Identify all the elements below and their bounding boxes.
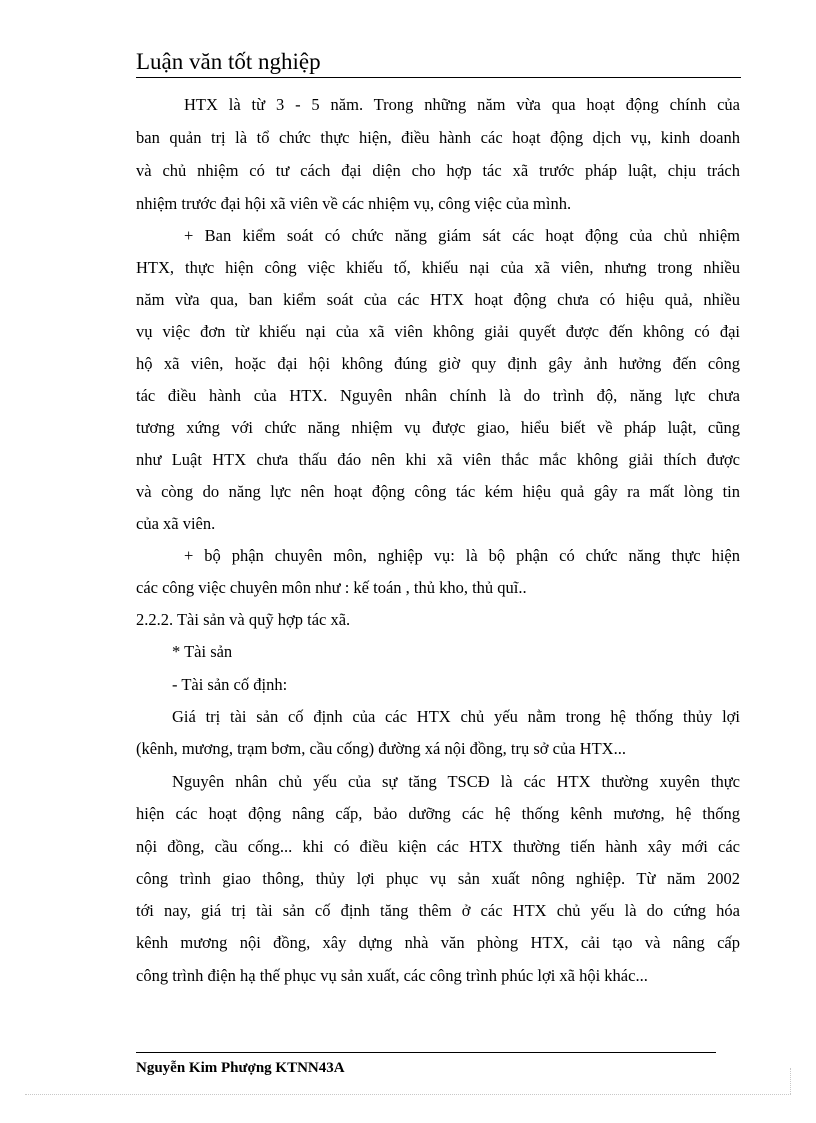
body-line: công trình giao thông, thủy lợi phục vụ sản xuất nông nghiệp. Từ năm 2002 (136, 869, 740, 888)
body-line: năm vừa qua, ban kiểm soát của các HTX hoạt động chưa có hiệu quả, nhiều (136, 290, 740, 309)
body-line: nhiệm trước đại hội xã viên về các nhiệm vụ, công việc của mình. (136, 194, 572, 213)
body-line: + bộ phận chuyên môn, nghiệp vụ: là bộ phận có chức năng thực hiện (184, 546, 740, 565)
footer-author: Nguyễn Kim Phượng KTNN43A (136, 1060, 345, 1076)
body-line: + Ban kiểm soát có chức năng giám sát các hoạt động của chủ nhiệm (184, 226, 740, 245)
body-line: tác điều hành của HTX. Nguyên nhân chính là do trình độ, năng lực chưa (136, 386, 740, 405)
body-line: các công việc chuyên môn như : kế toán , thủ kho, thủ quĩ.. (136, 578, 527, 597)
body-line: (kênh, mương, trạm bơm, cầu cống) đường xá nội đồng, trụ sở của HTX... (136, 739, 626, 758)
footer-divider (136, 1052, 716, 1053)
body-line: của xã viên. (136, 514, 216, 533)
body-line: vụ việc đơn từ khiếu nại của xã viên không giải quyết được đến không có đại (136, 322, 740, 341)
subsection-heading: - Tài sản cố định: (172, 675, 288, 694)
page-edge-right (790, 1068, 791, 1094)
page-edge-bottom (25, 1094, 791, 1095)
body-line: công trình điện hạ thế phục vụ sản xuất, các công trình phúc lợi xã hội khác... (136, 966, 648, 985)
body-line: ban quản trị là tổ chức thực hiện, điều hành các hoạt động dịch vụ, kinh doanh (136, 128, 740, 147)
body-line: tới nay, giá trị tài sản cố định tăng thêm ở các HTX chủ yếu là do cứng hóa (136, 901, 740, 920)
body-line: HTX là từ 3 - 5 năm. Trong những năm vừa qua hoạt động chính của (184, 95, 740, 114)
body-line: Giá trị tài sản cố định của các HTX chủ yếu nằm trong hệ thống thủy lợi (172, 707, 740, 726)
body-line: nội đồng, cầu cống... khi có điều kiện các HTX thường tiến hành xây mới các (136, 837, 740, 856)
header-divider (136, 77, 741, 78)
body-line: tương xứng với chức năng nhiệm vụ được giao, hiểu biết về pháp luật, cũng (136, 418, 740, 437)
body-line: HTX, thực hiện công việc khiếu tố, khiếu nại của xã viên, nhưng trong nhiều (136, 258, 740, 277)
body-line: Nguyên nhân chủ yếu của sự tăng TSCĐ là các HTX thường xuyên thực (172, 772, 740, 791)
body-line: và chủ nhiệm có tư cách đại diện cho hợp tác xã trước pháp luật, chịu trách (136, 161, 740, 180)
body-line: kênh mương nội đồng, xây dựng nhà văn phòng HTX, cải tạo và nâng cấp (136, 933, 740, 952)
page-header-title: Luận văn tốt nghiệp (136, 49, 321, 74)
body-line: hiện các hoạt động nâng cấp, bảo dưỡng các hệ thống kênh mương, hệ thống (136, 804, 740, 823)
subsection-heading: * Tài sản (172, 642, 233, 661)
body-line: như Luật HTX chưa thấu đáo nên khi xã viên thắc mắc không giải thích được (136, 450, 740, 469)
body-line: và còng do năng lực nên hoạt động công tác kém hiệu quả gây ra mất lòng tin (136, 482, 740, 501)
section-heading: 2.2.2. Tài sản và quỹ hợp tác xã. (136, 610, 351, 629)
body-line: hộ xã viên, hoặc đại hội không đúng giờ quy định gây ảnh hưởng đến công (136, 354, 740, 373)
